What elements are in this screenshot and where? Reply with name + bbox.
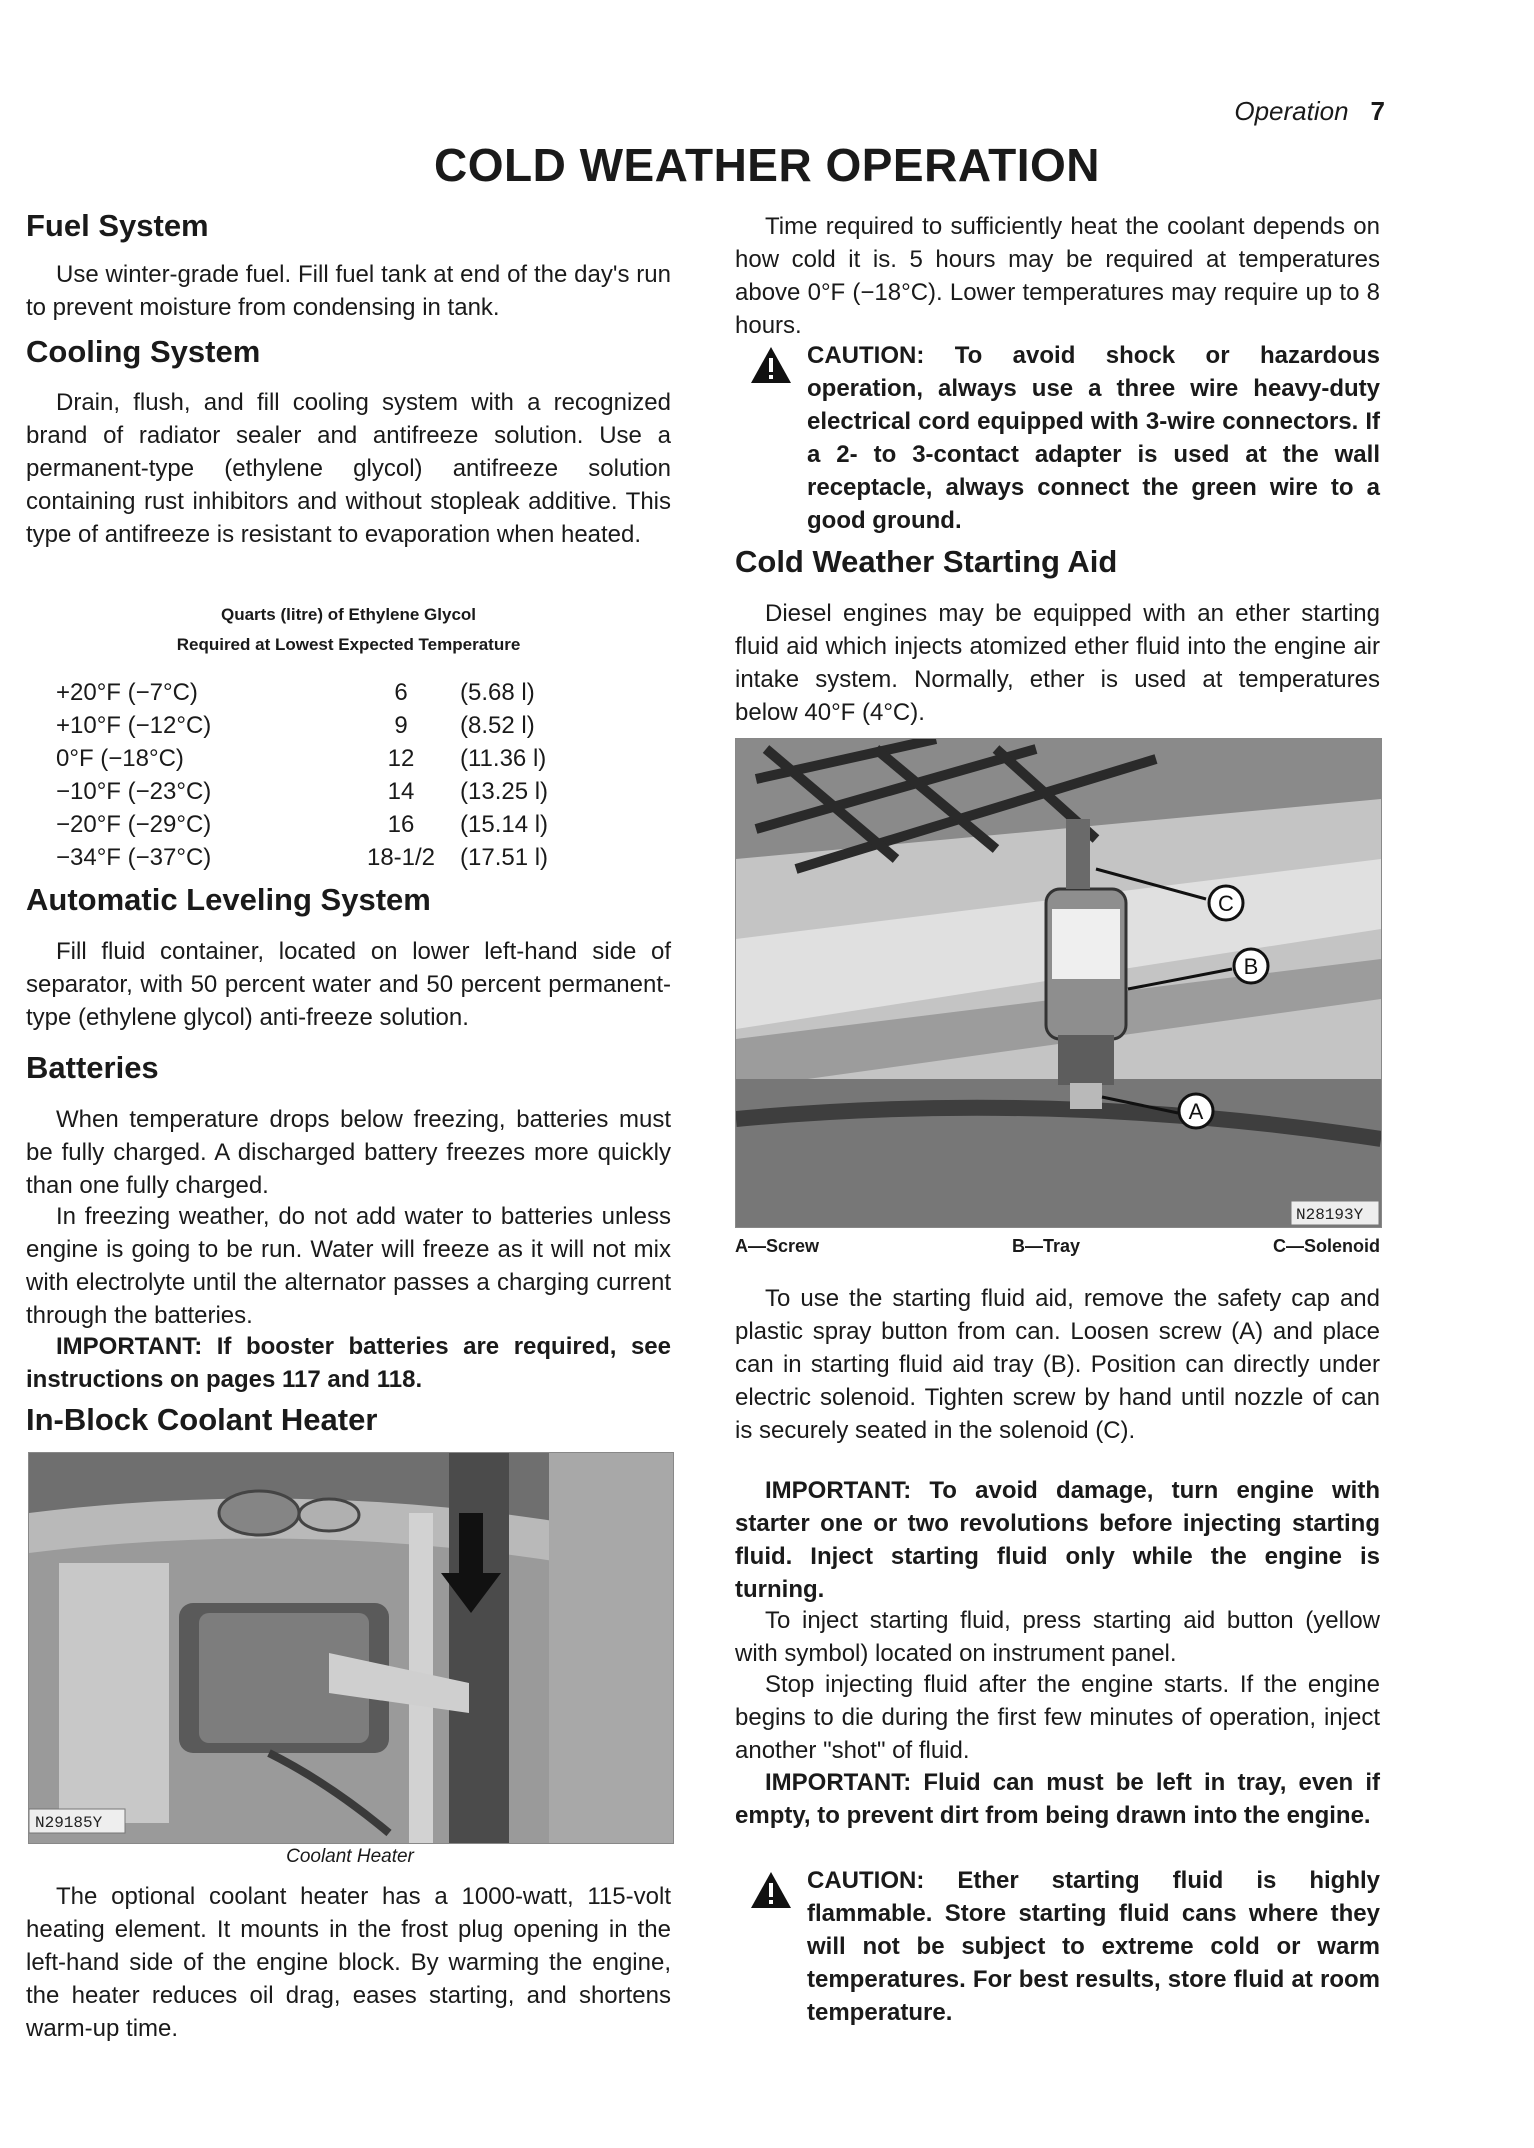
- caption-solenoid: C—Solenoid: [1272, 1236, 1380, 1256]
- heading-fuel-system: Fuel System: [26, 208, 209, 243]
- caution-flammable-text: CAUTION: Ether starting fluid is highly flammable. Store starting fluid cans where they will not be subject to extreme cold or warm temperatures. For best results, store fluid at room temperature.: [807, 1867, 1380, 2026]
- starting-aid-important-1: IMPORTANT: To avoid damage, turn engine with starter one or two revolutions before injecting starting fluid. Inject starting fluid only while the engine is turning.: [735, 1477, 1380, 1603]
- glycol-temp-cell: 0°F (−18°C): [56, 744, 184, 772]
- leveling-text: Fill fluid container, located on lower left-hand side of separator, with 50 percent water and 50 percent permanent-type (ethylene glycol) anti-freeze solution.: [26, 938, 671, 1031]
- caution-shock-text: CAUTION: To avoid shock or hazardous operation, always use a three wire heavy-duty electrical cord equipped with 3-wire connectors. If a 2- to 3-contact adapter is used at the wall receptacle, always connect the green wire to a good ground.: [807, 342, 1380, 534]
- glycol-litres-cell: (15.14 l): [460, 810, 549, 838]
- glycol-table-row: [56, 742, 646, 775]
- coolant-time-text: Time required to sufficiently heat the coolant depends on how cold it is. 5 hours may be required at temperatures above 0°F (−18°C). Lower temperatures may require up to 8 hours.: [735, 213, 1380, 339]
- glycol-litres-cell: (17.51 l): [460, 843, 549, 871]
- coolant-heater-text: The optional coolant heater has a 1000-watt, 115-volt heating element. It mounts in the frost plug opening in the left-hand side of the engine block. By warming the engine, the heater reduces oil drag, eases starting, and shortens warm-up time.: [26, 1883, 671, 2042]
- glycol-quarts-cell: 6: [394, 678, 408, 706]
- starting-aid-photo: [735, 738, 1382, 1228]
- glycol-quarts-cell: 12: [387, 744, 415, 772]
- page-title: COLD WEATHER OPERATION: [433, 139, 1101, 191]
- caption-tray: B—Tray: [1012, 1236, 1081, 1256]
- glycol-table-caption: [26, 600, 671, 660]
- running-header: [1210, 96, 1385, 127]
- glycol-table-row: [56, 775, 646, 808]
- heading-batteries: Batteries: [26, 1050, 159, 1085]
- heading-coolant-heater: In-Block Coolant Heater: [26, 1402, 378, 1437]
- batteries-important: IMPORTANT: If booster batteries are required, see instructions on pages 117 and 118.: [26, 1333, 671, 1393]
- batteries-text-2: In freezing weather, do not add water to batteries unless engine is going to be run. Water will freeze as it will not mix with electrolyte until the alternator passes a charging current through the batteries.: [26, 1203, 671, 1329]
- cooling-system-text: Drain, flush, and fill cooling system with a recognized brand of radiator sealer and antifreeze solution. Use a permanent-type (ethylene glycol) antifreeze solution containing rust inhibitors and without stopleak additive. This type of antifreeze is resistant to evaporation when heated.: [26, 389, 671, 548]
- heading-cooling-system: Cooling System: [26, 334, 261, 369]
- glycol-table-row: [56, 676, 646, 709]
- header-section: Operation: [1234, 96, 1349, 126]
- caution-flammable: [735, 1864, 1380, 2029]
- glycol-temp-cell: −34°F (−37°C): [56, 843, 212, 871]
- heading-automatic-leveling: Automatic Leveling System: [26, 882, 431, 917]
- glycol-table: [56, 676, 646, 874]
- glycol-quarts-cell: 18-1/2: [366, 843, 436, 871]
- glycol-temp-cell: −10°F (−23°C): [56, 777, 212, 805]
- warning-icon: [749, 1870, 793, 1910]
- glycol-caption-line2: Required at Lowest Expected Temperature: [176, 635, 521, 654]
- caption-screw: A—Screw: [735, 1236, 820, 1256]
- starting-aid-instructions: To use the starting fluid aid, remove the safety cap and plastic spray button from can. Loosen screw (A) and place can in starting fluid aid tray (B). Position can directly under electric solenoid. Tighten screw by hand until nozzle of can is securely seated in the solenoid (C).: [735, 1285, 1380, 1444]
- starting-aid-stop-text: Stop injecting fluid after the engine starts. If the engine begins to die during the first few minutes of operation, inject another "shot" of fluid.: [735, 1671, 1380, 1764]
- glycol-temp-cell: +20°F (−7°C): [56, 678, 198, 706]
- starting-aid-caption: [735, 1236, 1380, 1257]
- glycol-litres-cell: (8.52 l): [460, 711, 535, 739]
- batteries-text-1: When temperature drops below freezing, batteries must be fully charged. A discharged battery freezes more quickly than one fully charged.: [26, 1106, 671, 1199]
- glycol-temp-cell: −20°F (−29°C): [56, 810, 212, 838]
- glycol-quarts-cell: 9: [394, 711, 408, 739]
- coolant-heater-caption: Coolant Heater: [286, 1846, 414, 1867]
- starting-aid-photo-code: N28193Y: [1296, 1206, 1364, 1224]
- glycol-table-row: [56, 808, 646, 841]
- starting-aid-important-2: IMPORTANT: Fluid can must be left in tray, even if empty, to prevent dirt from being drawn into the engine.: [735, 1769, 1380, 1829]
- glycol-litres-cell: (5.68 l): [460, 678, 535, 706]
- warning-icon: [749, 345, 793, 385]
- callout-a: A: [1188, 1099, 1204, 1124]
- glycol-table-row: [56, 841, 646, 874]
- glycol-table-row: [56, 709, 646, 742]
- callout-c: C: [1218, 891, 1234, 916]
- glycol-quarts-cell: 16: [387, 810, 415, 838]
- callout-b: B: [1243, 954, 1259, 979]
- fuel-system-text: Use winter-grade fuel. Fill fuel tank at end of the day's run to prevent moisture from condensing in tank.: [26, 261, 671, 321]
- glycol-litres-cell: (13.25 l): [460, 777, 549, 805]
- starting-aid-text: Diesel engines may be equipped with an ether starting fluid aid which injects atomized ether fluid into the engine air intake system. Normally, ether is used at temperatures below 40°F (4°C).: [735, 600, 1380, 726]
- caution-shock: [735, 339, 1380, 537]
- coolant-heater-photo: [28, 1452, 674, 1844]
- heading-starting-aid: Cold Weather Starting Aid: [735, 544, 1118, 579]
- glycol-temp-cell: +10°F (−12°C): [56, 711, 212, 739]
- page-number: 7: [1370, 96, 1385, 126]
- glycol-quarts-cell: 14: [387, 777, 415, 805]
- glycol-caption-line1: Quarts (litre) of Ethylene Glycol: [220, 605, 477, 624]
- coolant-photo-code: N29185Y: [35, 1814, 103, 1832]
- starting-aid-inject-text: To inject starting fluid, press starting aid button (yellow with symbol) located on instrument panel.: [735, 1607, 1380, 1667]
- glycol-litres-cell: (11.36 l): [460, 744, 547, 772]
